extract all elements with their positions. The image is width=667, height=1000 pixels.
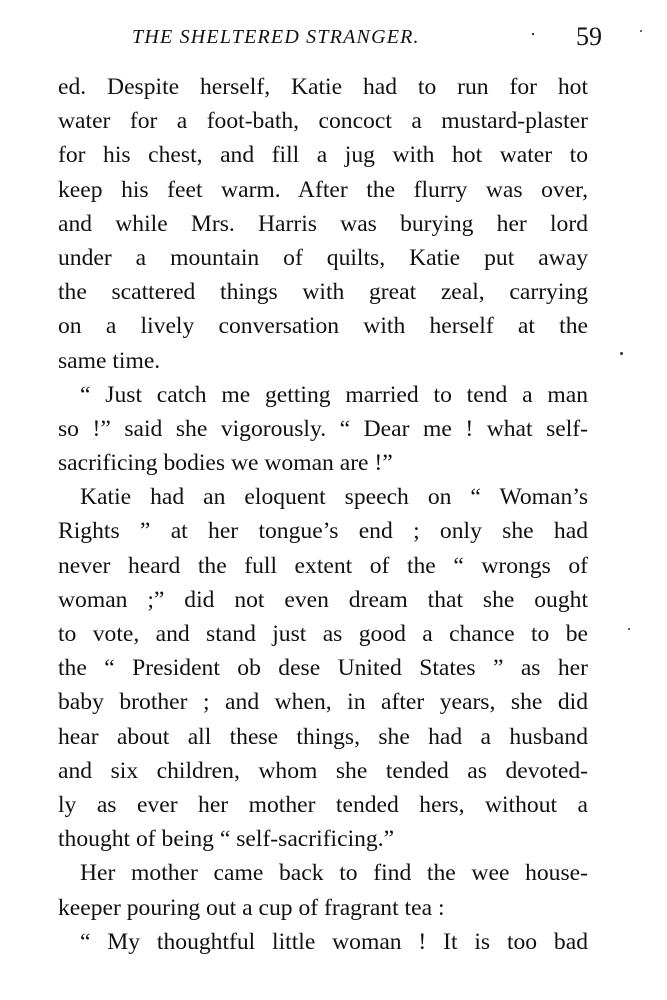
text-line: so !” said she vigorously. “ Dear me ! what self- (58, 415, 588, 442)
body-text (58, 70, 588, 959)
text-line: water for a foot-bath, concoct a mustard-plaster (58, 108, 588, 135)
text-line: thought of being “ self-sacrificing.” (58, 826, 395, 853)
text-line: baby brother ; and when, in after years, she did (58, 689, 588, 716)
text-line: keeper pouring out a cup of fragrant tea : (58, 894, 445, 921)
paper-speck (620, 352, 623, 355)
text-line: same time. (58, 347, 161, 374)
text-line: Rights ” at her tongue’s end ; only she had (58, 518, 588, 545)
text-line: hear about all these things, she had a husband (58, 723, 588, 750)
running-title: THE SHELTERED STRANGER. (132, 26, 420, 48)
text-line: ed. Despite herself, Katie had to run for hot (58, 74, 588, 100)
text-line: keep his feet warm. After the flurry was over, (58, 176, 588, 203)
page-number: 59 (576, 22, 602, 51)
text-line: woman ;” did not even dream that she ought (58, 586, 588, 613)
running-head-separator: · (530, 24, 538, 44)
text-line: to vote, and stand just as good a chance to be (58, 621, 588, 647)
text-line: ly as ever her mother tended hers, without a (58, 791, 588, 818)
text-line: and six children, whom she tended as devoted- (58, 757, 588, 784)
text-line: on a lively conversation with herself at the (58, 313, 588, 340)
text-line: Her mother came back to find the wee house- (80, 860, 588, 887)
text-line: sacrificing bodies we woman are !” (58, 450, 393, 477)
text-line: “ Just catch me getting married to tend a man (80, 381, 588, 408)
running-head (132, 22, 602, 54)
text-line: for his chest, and fill a jug with hot water to (58, 142, 588, 169)
text-line: never heard the full extent of the “ wrongs of (58, 552, 588, 579)
text-line: the “ President ob dese United States ” as her (58, 655, 588, 682)
text-line: Katie had an eloquent speech on “ Woman’s (80, 484, 588, 511)
paper-speck (628, 628, 630, 630)
text-line: and while Mrs. Harris was burying her lord (58, 210, 588, 237)
paper-speck (640, 30, 642, 32)
text-line: the scattered things with great zeal, carrying (58, 279, 588, 306)
text-line: “ My thoughtful little woman ! It is too bad (80, 928, 588, 955)
text-line: under a mountain of quilts, Katie put away (58, 244, 588, 271)
